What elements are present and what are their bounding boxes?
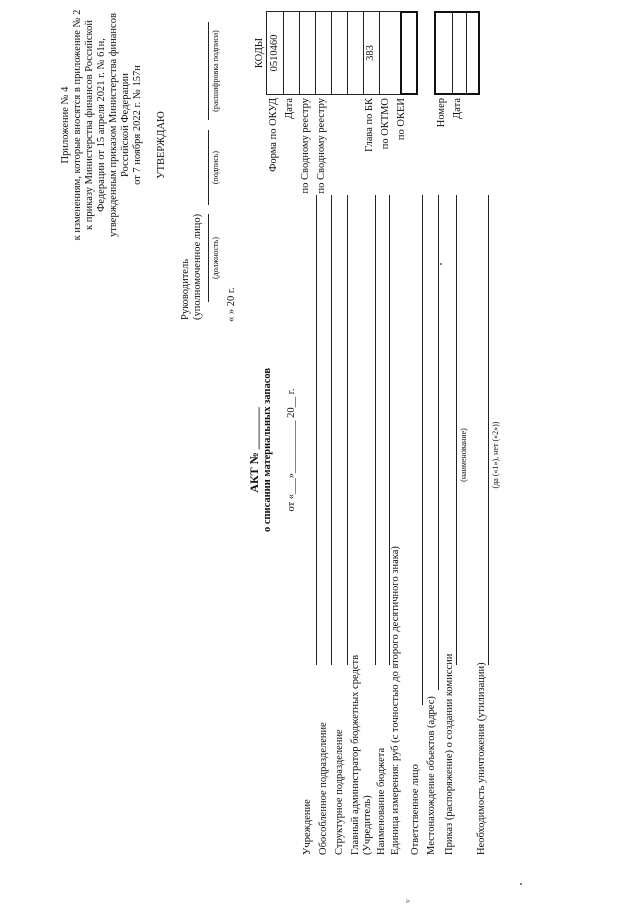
institution-line	[316, 195, 317, 665]
budget-name-label: Наименование бюджета	[376, 747, 387, 855]
appendix-line-2: к изменениям, которые вносятся в приложение № 2	[72, 9, 83, 241]
svod-label-2: по Сводному реестру	[316, 98, 327, 194]
location-label: Местонахождение объектов (адрес)	[426, 696, 437, 855]
order-codes-box	[434, 11, 480, 95]
appendix-line-5: утвержденным приказом Министерства финансов	[108, 13, 119, 237]
order-number-label: Номер	[436, 98, 447, 128]
codes-table	[266, 11, 402, 95]
okei-code-value: 383	[365, 45, 376, 61]
decoding-line	[208, 22, 209, 120]
appendix-line-6: Российской Федерации	[120, 73, 131, 177]
svod-label-1: по Сводному реестру	[300, 98, 311, 194]
date-label: Дата	[284, 98, 295, 119]
position-caption: (должность)	[211, 237, 220, 279]
unit-label: Единица измерения: руб (с точностью до второго десятичного знака)	[390, 546, 401, 855]
position-line	[208, 214, 209, 302]
signature-line	[208, 130, 209, 205]
appendix-line-4: Федерации от 15 апреля 2021 г. № 61н,	[96, 38, 107, 212]
form-okud-label: Форма по ОКУД	[268, 98, 279, 172]
appendix-line-3: к приказу Министерства финансов Российской	[84, 20, 95, 230]
destruction-line	[488, 195, 489, 665]
order-line	[456, 195, 457, 665]
separate-unit-line	[331, 195, 332, 665]
codes-header: КОДЫ	[254, 37, 265, 69]
responsible-line	[422, 195, 423, 705]
standalone-code-box	[400, 11, 418, 95]
structural-unit-line	[347, 195, 348, 665]
destruction-caption: (да («1»), нет («2»))	[491, 421, 500, 489]
approval-title: УТВЕРЖДАЮ	[156, 111, 167, 179]
approval-head-label: Руководитель	[180, 259, 191, 320]
scan-dot	[440, 263, 442, 265]
order-date-label: Дата	[452, 98, 463, 119]
scan-dot	[520, 883, 522, 885]
order-caption: (наименование)	[459, 428, 468, 482]
appendix-line-7: от 7 ноября 2022 г. № 157н	[132, 65, 143, 185]
decoding-caption: (расшифровка подписи)	[211, 30, 220, 112]
destruction-label: Необходимость уничтожения (утилизации)	[476, 662, 487, 855]
margin-mark: v	[403, 899, 412, 903]
glava-bk-label: Глава по БК	[364, 98, 375, 152]
okei-label: по ОКЕИ	[396, 98, 407, 141]
institution-label: Учреждение	[302, 799, 313, 855]
gabs-line	[375, 195, 376, 665]
act-title: АКТ № _______	[247, 407, 261, 493]
act-subtitle: о списании материальных запасов	[262, 367, 273, 533]
form-code-value: 0510460	[269, 34, 280, 72]
separate-unit-label: Обособленное подразделение	[318, 722, 329, 855]
order-label: Приказ (распоряжение) о создании комиссии	[444, 653, 455, 855]
oktmo-label: по ОКТМО	[380, 98, 391, 150]
structural-unit-label: Структурное подразделение	[334, 729, 345, 855]
gabs-label-2: (Учредитель)	[362, 795, 373, 855]
gabs-label-1: Главный администратор бюджетных средств	[350, 654, 361, 855]
approval-head-sub: (уполномоченное лицо)	[192, 213, 203, 320]
location-line	[438, 195, 439, 690]
appendix-line-1: Приложение № 4	[60, 86, 71, 164]
act-date-line: от «___»__________ 20__ г.	[286, 388, 297, 512]
signature-caption: (подпись)	[211, 150, 220, 185]
responsible-label: Ответственное лицо	[410, 764, 421, 855]
approval-date: « » 20 г.	[226, 287, 237, 322]
